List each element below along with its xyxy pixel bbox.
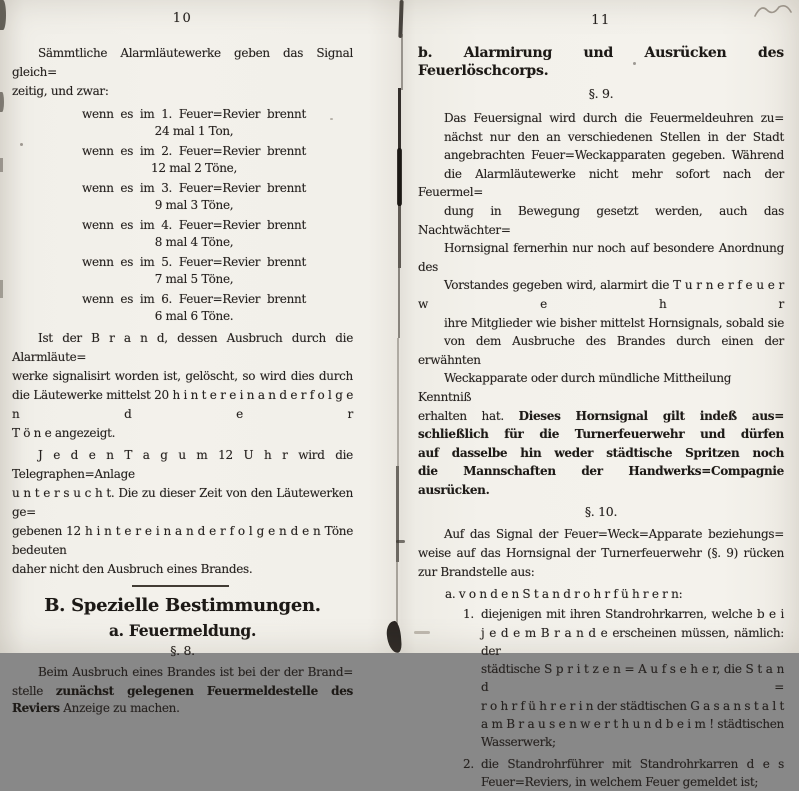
- text-line: Weckapparate oder durch mündliche Mittheilung Kenntniß: [418, 371, 732, 404]
- text-line: Vorstandes gegeben wird, alarmirt die T u r n e r f e u e r w e h r: [418, 278, 784, 311]
- paragraph-10: [418, 525, 784, 581]
- text-line: Auf das Signal der Feuer=Weck=Apparate beziehungs=: [444, 527, 784, 542]
- text-line: Ist der B r a n d, dessen Ausbruch durch die Alarmläute=: [12, 331, 353, 364]
- text-line: auf dasselbe hin weder städtische Spritzen noch: [418, 445, 784, 460]
- paragraph-intro: [12, 44, 353, 101]
- signal-tone: 24 mal 1 Ton,: [154, 123, 234, 138]
- text-line: schließlich für die Turnerfeuerwehr und dürfen: [418, 427, 784, 442]
- signal-condition: wenn es im 6. Feuer=Revier brennt: [82, 292, 306, 306]
- spine-fold-hook: [396, 540, 405, 543]
- section-10-label: §. 10.: [584, 504, 618, 520]
- page-10: [12, 0, 353, 715]
- signal-condition: wenn es im 1. Feuer=Revier brennt: [82, 107, 306, 121]
- signal-tone: 6 mal 6 Töne.: [154, 308, 234, 323]
- list-item-text: [481, 605, 784, 751]
- heading-alarmirung: b. Alarmirung und Ausrücken des Feuerlöschcorps.: [418, 45, 784, 79]
- paragraph-telegraph: [12, 446, 353, 579]
- heading-spezielle-bestimmungen: B. Spezielle Bestimmungen.: [44, 595, 321, 616]
- signal-list: [12, 106, 353, 324]
- signal-row: [12, 106, 353, 139]
- text-line: erhalten hat. Dieses Hornsignal gilt indeß aus=: [418, 408, 784, 423]
- left-edge-mark: [0, 158, 3, 172]
- list-item-text: [481, 755, 784, 791]
- page-11: [418, 0, 784, 791]
- paragraph-extinguished: [12, 329, 353, 443]
- signal-tone: 12 mal 2 Töne,: [151, 160, 237, 175]
- text-line: die Mannschaften der Handwerks=Compagnie: [418, 464, 784, 479]
- text-line: u n t e r s u c h t. Die zu dieser Zeit von den Läutewerken ge=: [12, 486, 353, 519]
- text-line: weise auf das Hornsignal der Turnerfeuerwehr (§. 9) rücken: [418, 546, 784, 561]
- signal-row: [12, 254, 353, 287]
- signal-tone: 9 mal 3 Töne,: [154, 197, 234, 212]
- ink-blot-bottom: [386, 621, 402, 654]
- left-edge-mark: [0, 0, 6, 30]
- paragraph-8: [12, 663, 353, 715]
- text-line: nächst nur den an verschiedenen Stellen in der Stadt: [444, 129, 784, 144]
- text-line: die Läutewerke mittelst 20 h i n t e r e i n a n d e r f o l g e n d e r: [12, 388, 353, 421]
- list-item-1: [418, 605, 784, 751]
- signal-condition: wenn es im 4. Feuer=Revier brennt: [82, 218, 306, 232]
- signal-tone: 8 mal 4 Töne,: [154, 234, 234, 249]
- paragraph-9: [418, 109, 784, 499]
- text-line: Feuer=Reviers, in welchem Feuer gemeldet ist;: [481, 774, 759, 789]
- left-edge-mark: [0, 280, 3, 298]
- list-item-number: 1.: [463, 607, 474, 622]
- page-number-left: 10: [172, 11, 193, 26]
- text-line: daher nicht den Ausbruch eines Brandes.: [12, 562, 253, 576]
- text-line: angebrachten Feuer=Weckapparaten gegeben. Während: [444, 148, 784, 163]
- text-line: Sämmtliche Alarmläutewerke geben das Signal gleich=: [12, 46, 353, 79]
- signal-condition: wenn es im 3. Feuer=Revier brennt: [82, 181, 306, 195]
- heading-feuermeldung: a. Feuermeldung.: [108, 621, 257, 640]
- page-number-right: 11: [591, 13, 611, 28]
- spine-fold-line: [398, 88, 401, 206]
- spine-fold-line: [398, 0, 403, 38]
- signal-tone: 7 mal 5 Töne,: [154, 271, 234, 286]
- text-line: a m B r a u s e n w e r t h u n d b e i m ! städtischen: [481, 717, 784, 732]
- text-line: r o h r f ü h r e r i n der städtischen G a s a n s t a l t: [481, 698, 784, 713]
- text-line: zur Brandstelle aus:: [418, 564, 535, 579]
- text-line: werke signalisirt worden ist, gelöscht, so wird dies durch: [12, 369, 353, 383]
- spine-fold-line: [401, 34, 403, 90]
- text-line: die Standrohrführer mit Standrohrkarren d e s: [481, 756, 784, 771]
- paragraph-9-bold: [418, 425, 784, 499]
- signal-row: [12, 143, 353, 176]
- spine-fold-line: [397, 148, 402, 206]
- text-line: ihre Mitglieder wie bisher mittelst Hornsignals, sobald sie: [444, 315, 784, 330]
- text-line: stelle zunächst gelegenen Feuermeldestelle des: [12, 684, 353, 698]
- signal-row: [12, 217, 353, 250]
- signal-condition: wenn es im 2. Feuer=Revier brennt: [82, 144, 306, 158]
- spine-fold-line: [398, 206, 401, 268]
- left-edge-mark: [0, 92, 4, 112]
- spine-fold-line: [396, 466, 399, 562]
- text-line: ausrücken.: [418, 482, 490, 497]
- text-line: Wasserwerk;: [481, 735, 556, 750]
- spine-fold-line: [396, 562, 398, 624]
- text-line: die Alarmläutewerke nicht mehr sofort nach der Feuermel=: [418, 166, 784, 200]
- section-8-label: §. 8.: [170, 643, 195, 658]
- text-line: J e d e n T a g u m 12 U h r wird die Telegraphen=Anlage: [12, 448, 353, 481]
- paragraph-9-normal: [418, 109, 784, 407]
- spine-fold-line: [398, 268, 400, 338]
- text-line: Beim Ausbruch eines Brandes ist bei der der Brand=: [38, 665, 353, 679]
- text-line: zeitig, und zwar:: [12, 84, 109, 98]
- text-line: diejenigen mit ihren Standrohrkarren, welche b e i: [481, 607, 784, 622]
- signal-row: [12, 291, 353, 324]
- list-item-2: [418, 755, 784, 791]
- text-line: T ö n e angezeigt.: [12, 426, 116, 440]
- text-line: Hornsignal fernerhin nur noch auf besondere Anordnung des: [418, 241, 784, 274]
- signal-row: [12, 180, 353, 213]
- section-divider: [132, 585, 229, 587]
- text-line: gebenen 12 h i n t e r e i n a n d e r f o l g e n d e n Töne bedeuten: [12, 524, 353, 557]
- signal-condition: wenn es im 5. Feuer=Revier brennt: [82, 255, 306, 269]
- text-line: Das Feuersignal wird durch die Feuermeldeuhren zu=: [444, 111, 784, 125]
- section-9-label: §. 9.: [588, 86, 614, 101]
- spine-fold-line: [397, 338, 399, 466]
- list-item-a: a. v o n d e n S t a n d r o h r f ü h r e r n:: [445, 587, 683, 602]
- list-item-number: 2.: [463, 756, 474, 771]
- text-line: von dem Ausbruche des Brandes durch einen der erwähnten: [418, 334, 784, 367]
- text-line: j e d e m B r a n d e erscheinen müssen, nämlich: der: [481, 625, 784, 658]
- text-line: Reviers Anzeige zu machen.: [12, 701, 180, 715]
- text-line: dung in Bewegung gesetzt werden, auch das Nachtwächter=: [418, 203, 784, 237]
- text-line: städtische S p r i t z e n = A u f s e h e r, die S t a n d =: [481, 662, 784, 695]
